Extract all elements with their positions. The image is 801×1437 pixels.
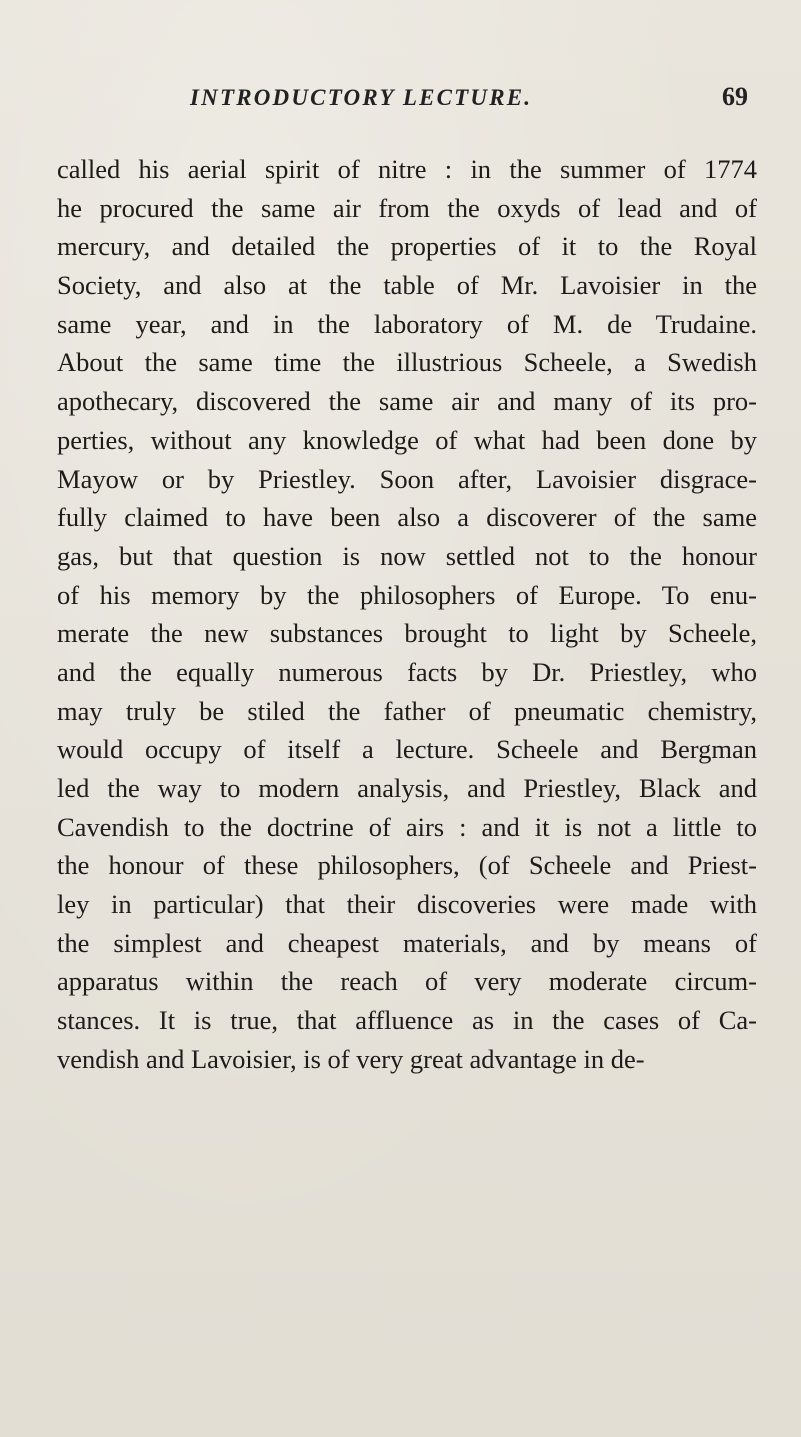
text-line: Society, and also at the table of Mr. Lavoisier in the: [57, 270, 757, 301]
text-line: same year, and in the laboratory of M. de Trudaine.: [57, 308, 757, 339]
text-line: may truly be stiled the father of pneumatic chemistry,: [57, 695, 757, 726]
text-line: led the way to modern analysis, and Priestley, Black and: [57, 773, 757, 803]
text-line: ley in particular) that their discoveries were made with: [57, 889, 757, 920]
text-line: the honour of these philosophers, (of Scheele and Priest-: [57, 850, 757, 881]
text-line: and the equally numerous facts by Dr. Priestley, who: [57, 656, 757, 687]
text-line: perties, without any knowledge of what had been done by: [57, 424, 757, 455]
text-line: apparatus within the reach of very moderate circum-: [57, 966, 757, 997]
text-line: Mayow or by Priestley. Soon after, Lavoisier disgrace-: [57, 463, 757, 494]
body-text: [57, 150, 757, 1079]
text-line: About the same time the illustrious Scheele, a Swedish: [57, 347, 757, 378]
page-number: 69: [722, 82, 748, 111]
text-line: vendish and Lavoisier, is of very great advantage in de-: [57, 1043, 645, 1074]
text-line: Cavendish to the doctrine of airs : and it is not a little to: [57, 811, 757, 842]
text-line: gas, but that question is now settled not to the honour: [57, 540, 757, 571]
text-line: fully claimed to have been also a discoverer of the same: [57, 502, 757, 533]
running-head: [190, 82, 750, 125]
text-line: the simplest and cheapest materials, and by means of: [57, 927, 757, 958]
running-title: INTRODUCTORY LECTURE.: [190, 85, 533, 110]
text-line: apothecary, discovered the same air and many of its pro-: [57, 386, 757, 417]
text-line: mercury, and detailed the properties of it to the Royal: [57, 231, 757, 262]
text-line: called his aerial spirit of nitre : in the summer of 1774: [57, 154, 757, 184]
text-line: he procured the same air from the oxyds of lead and of: [57, 192, 757, 223]
text-line: stances. It is true, that affluence as in the cases of Ca-: [57, 1005, 757, 1036]
text-line: would occupy of itself a lecture. Scheele and Bergman: [57, 734, 757, 765]
text-line: merate the new substances brought to light by Scheele,: [57, 618, 757, 649]
text-line: of his memory by the philosophers of Europe. To enu-: [57, 579, 757, 610]
